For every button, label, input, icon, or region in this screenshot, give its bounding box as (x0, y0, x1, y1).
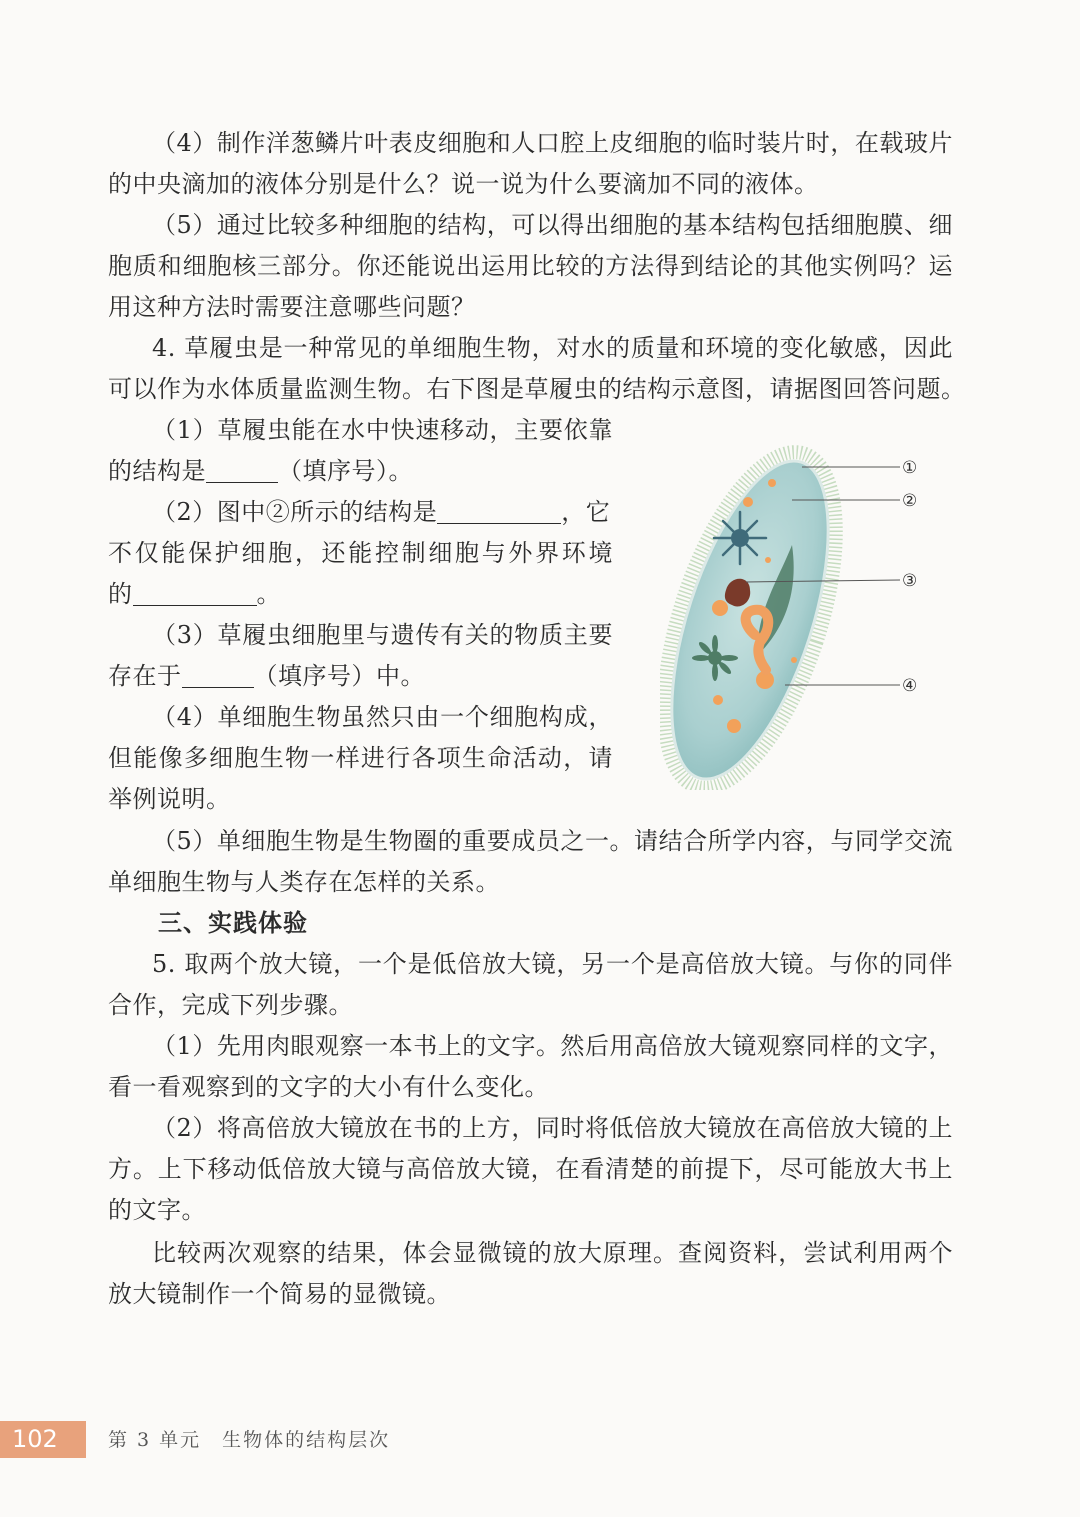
step-2-line-1: （2）将高倍放大镜放在书的上方，同时将低倍放大镜放在高倍放大镜的上 (152, 1114, 953, 1142)
sub-3-text-a: 存在于 (108, 662, 182, 690)
answer-blank (133, 581, 257, 606)
label-1: ① (902, 458, 918, 478)
sub-2-line-3 (108, 579, 613, 609)
sub-1-text-b: （填序号）。 (278, 457, 413, 485)
sub-5-line-2: 单细胞生物与人类存在怎样的关系。 (108, 868, 500, 896)
question-5-line-2: 胞质和细胞核三部分。你还能说出运用比较的方法得到结论的其他实例吗？运 (108, 252, 953, 280)
sub-1-line-1: （1）草履虫能在水中快速移动，主要依靠 (152, 416, 613, 444)
question-5-line-3: 用这种方法时需要注意哪些问题？ (108, 293, 476, 321)
sub-2-line-2: 不仅能保护细胞，还能控制细胞与外界环境 (108, 539, 613, 567)
problem-5-line-1: 5. 取两个放大镜，一个是低倍放大镜，另一个是高倍放大镜。与你的同伴 (152, 950, 953, 978)
answer-blank (206, 458, 278, 483)
conclusion-line-2: 放大镜制作一个简易的显微镜。 (108, 1280, 451, 1308)
sub-3-line-1: （3）草履虫细胞里与遗传有关的物质主要 (152, 621, 613, 649)
sub-3-text-b: （填序号）中。 (253, 662, 425, 690)
sub-1-line-2 (108, 456, 613, 486)
paramecium-diagram (660, 430, 960, 790)
step-1-line-1: （1）先用肉眼观察一本书上的文字。然后用高倍放大镜观察同样的文字， (152, 1032, 953, 1060)
sub-3-line-2 (108, 661, 613, 691)
sub-5-line-1: （5）单细胞生物是生物圈的重要成员之一。请结合所学内容，与同学交流 (152, 827, 953, 855)
question-5-line-1: （5）通过比较多种细胞的结构，可以得出细胞的基本结构包括细胞膜、细 (152, 211, 953, 239)
label-3: ③ (902, 571, 918, 591)
question-4-line-2: 的中央滴加的液体分别是什么？说一说为什么要滴加不同的液体。 (108, 170, 819, 198)
question-4-line-1: （4）制作洋葱鳞片叶表皮细胞和人口腔上皮细胞的临时装片时，在载玻片 (152, 129, 953, 157)
problem-4-line-2: 可以作为水体质量监测生物。右下图是草履虫的结构示意图，请据图回答问题。 (108, 375, 966, 403)
sub-2-text-b: ，它 (561, 498, 611, 526)
label-2: ② (902, 491, 918, 511)
answer-blank (437, 499, 561, 524)
section-heading: 三、实践体验 (158, 909, 308, 937)
answer-blank (182, 663, 254, 688)
sub-2-text-d: 。 (256, 580, 281, 608)
problem-5-line-2: 合作，完成下列步骤。 (108, 991, 353, 1019)
label-4: ④ (902, 676, 918, 696)
sub-4-line-2: 但能像多细胞生物一样进行各项生命活动，请 (108, 744, 613, 772)
sub-2-text-c: 的 (108, 580, 133, 608)
sub-2-text-a: （2）图中②所示的结构是 (152, 498, 438, 526)
step-2-line-2: 方。上下移动低倍放大镜与高倍放大镜，在看清楚的前提下，尽可能放大书上 (108, 1155, 953, 1183)
sub-1-text-a: 的结构是 (108, 457, 206, 485)
sub-4-line-1: （4）单细胞生物虽然只由一个细胞构成， (152, 703, 613, 731)
step-2-line-3: 的文字。 (108, 1196, 206, 1224)
conclusion-line-1: 比较两次观察的结果，体会显微镜的放大原理。查阅资料，尝试利用两个 (152, 1239, 953, 1267)
unit-title: 第 3 单元 生物体的结构层次 (108, 1429, 391, 1451)
sub-2-line-1 (152, 497, 613, 527)
problem-4-line-1: 4. 草履虫是一种常见的单细胞生物，对水的质量和环境的变化敏感，因此 (152, 334, 953, 362)
page-number: 102 (12, 1425, 58, 1453)
sub-4-line-3: 举例说明。 (108, 785, 231, 813)
page-number-badge (0, 1421, 86, 1458)
step-1-line-2: 看一看观察到的文字的大小有什么变化。 (108, 1073, 549, 1101)
